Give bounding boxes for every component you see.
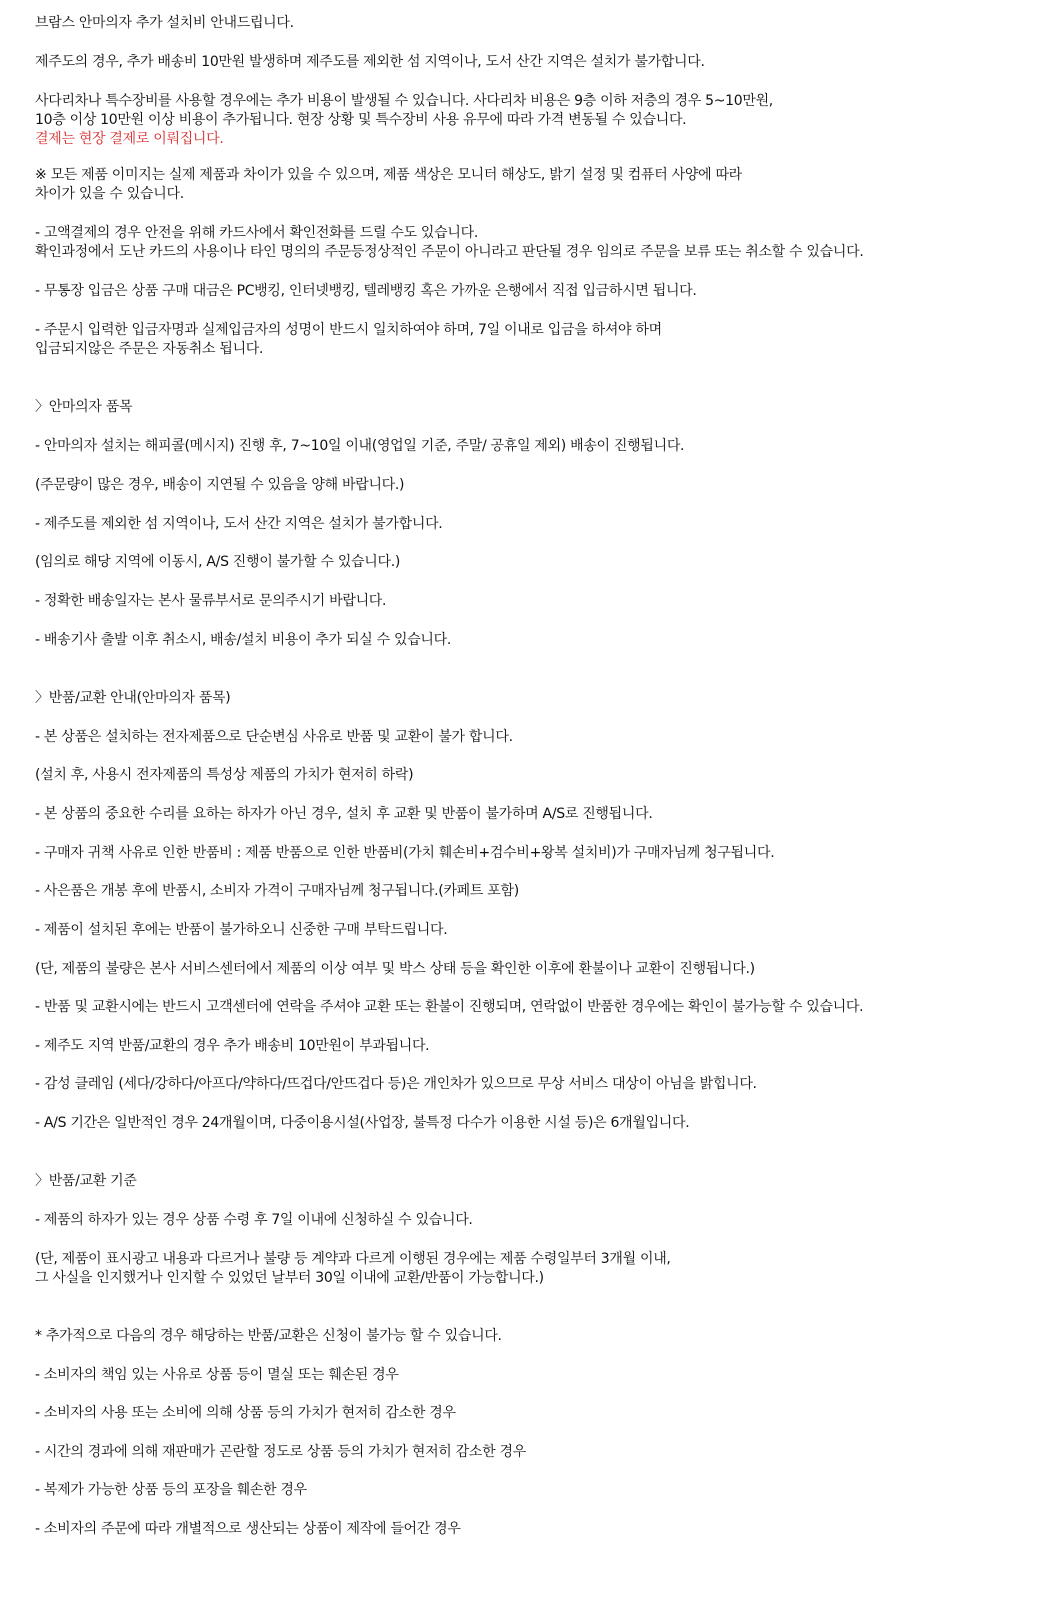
section-heading-items: 〉안마의자 품목 <box>35 399 133 415</box>
list-item: - 제주도를 제외한 섬 지역이나, 도서 산간 지역은 설치가 불가합니다. <box>35 516 443 532</box>
image-disclaimer-line-1: ※ 모든 제품 이미지는 실제 제품과 차이가 있을 수 있으며, 제품 색상은 모니터 해상도, 밝기 설정 및 컴퓨터 사양에 따라 <box>35 167 742 183</box>
high-payment-line-2: 확인과정에서 도난 카드의 사용이나 타인 명의의 주문등정상적인 주문이 아니라고 판단될 경우 임의로 주문을 보류 또는 취소할 수 있습니다. <box>35 244 864 260</box>
list-item: - 배송기사 출발 이후 취소시, 배송/설치 비용이 추가 되실 수 있습니다. <box>35 632 452 648</box>
section-heading-criteria: 〉반품/교환 기준 <box>35 1173 137 1189</box>
criteria-note-line-1: (단, 제품이 표시광고 내용과 다르거나 불량 등 계약과 다르게 이행된 경우에는 제품 수령일부터 3개월 이내, <box>35 1251 671 1267</box>
list-item: - 본 상품은 설치하는 전자제품으로 단순변심 사유로 반품 및 교환이 불가 합니다. <box>35 729 513 745</box>
list-item: (설치 후, 사용시 전자제품의 특성상 제품의 가치가 현저히 하락) <box>35 767 414 783</box>
list-item: - 복제가 가능한 상품 등의 포장을 훼손한 경우 <box>35 1482 307 1498</box>
list-item: - 소비자의 책임 있는 사유로 상품 등이 멸실 또는 훼손된 경우 <box>35 1367 399 1383</box>
list-item: - 제품이 설치된 후에는 반품이 불가하오니 신중한 구매 부탁드립니다. <box>35 922 448 938</box>
notice-title: 브람스 안마의자 추가 설치비 안내드립니다. <box>35 15 294 31</box>
image-disclaimer-line-2: 차이가 있을 수 있습니다. <box>35 186 184 202</box>
list-item: - 안마의자 설치는 해피콜(메시지) 진행 후, 7~10일 이내(영업일 기준, 주말/ 공휴일 제외) 배송이 진행됩니다. <box>35 438 685 454</box>
list-item: (주문량이 많은 경우, 배송이 지연될 수 있음을 양해 바랍니다.) <box>35 477 405 493</box>
list-item: - 반품 및 교환시에는 반드시 고객센터에 연락을 주셔야 교환 또는 환불이 진행되며, 연락없이 반품한 경우에는 확인이 불가능할 수 있습니다. <box>35 999 864 1015</box>
onsite-payment-note: 결제는 현장 결제로 이뤄집니다. <box>35 131 224 147</box>
ladder-cost-line-1: 사다리차나 특수장비를 사용할 경우에는 추가 비용이 발생될 수 있습니다. 사다리차 비용은 9층 이하 저층의 경우 5~10만원, <box>35 93 773 109</box>
list-item: - 시간의 경과에 의해 재판매가 곤란할 정도로 상품 등의 가치가 현저히 감소한 경우 <box>35 1444 526 1460</box>
list-item: (단, 제품의 불량은 본사 서비스센터에서 제품의 이상 여부 및 박스 상태 등을 확인한 이후에 환불이나 교환이 진행됩니다.) <box>35 961 755 977</box>
bank-deposit-note: - 무통장 입금은 상품 구매 대금은 PC뱅킹, 인터넷뱅킹, 텔레뱅킹 혹은 가까운 은행에서 직접 입금하시면 됩니다. <box>35 283 697 299</box>
exclusion-heading: * 추가적으로 다음의 경우 해당하는 반품/교환은 신청이 불가능 할 수 있습니다. <box>35 1328 502 1344</box>
list-item: - 사은품은 개봉 후에 반품시, 소비자 가격이 구매자님께 청구됩니다.(카페트 포함) <box>35 883 519 899</box>
list-item: - 구매자 귀책 사유로 인한 반품비 : 제품 반품으로 인한 반품비(가치 훼손비+검수비+왕복 설치비)가 구매자님께 청구됩니다. <box>35 845 775 861</box>
defect-claim-note: - 제품의 하자가 있는 경우 상품 수령 후 7일 이내에 신청하실 수 있습니다. <box>35 1212 473 1228</box>
criteria-note-line-2: 그 사실을 인지했거나 인지할 수 있었던 날부터 30일 이내에 교환/반품이 가능합니다.) <box>35 1270 544 1286</box>
high-payment-line-1: - 고액결제의 경우 안전을 위해 카드사에서 확인전화를 드릴 수도 있습니다. <box>35 225 478 241</box>
depositor-line-1: - 주문시 입력한 입금자명과 실제입금자의 성명이 반드시 일치하여야 하며, 7일 이내로 입금을 하셔야 하며 <box>35 322 662 338</box>
list-item: - 감성 클레임 (세다/강하다/아프다/약하다/뜨겁다/안뜨겁다 등)은 개인차가 있으므로 무상 서비스 대상이 아님을 밝힙니다. <box>35 1076 757 1092</box>
list-item: - A/S 기간은 일반적인 경우 24개월이며, 다중이용시설(사업장, 불특정 다수가 이용한 시설 등)은 6개월입니다. <box>35 1115 690 1131</box>
list-item: - 소비자의 주문에 따라 개별적으로 생산되는 상품이 제작에 들어간 경우 <box>35 1521 461 1537</box>
depositor-line-2: 입금되지않은 주문은 자동취소 됩니다. <box>35 341 264 357</box>
list-item: (임의로 해당 지역에 이동시, A/S 진행이 불가할 수 있습니다.) <box>35 554 401 570</box>
list-item: - 제주도 지역 반품/교환의 경우 추가 배송비 10만원이 부과됩니다. <box>35 1038 430 1054</box>
ladder-cost-line-2: 10층 이상 10만원 이상 비용이 추가됩니다. 현장 상황 및 특수장비 사용 유무에 따라 가격 변동될 수 있습니다. <box>35 112 687 128</box>
list-item: - 정확한 배송일자는 본사 물류부서로 문의주시기 바랍니다. <box>35 593 387 609</box>
section-heading-returns: 〉반품/교환 안내(안마의자 품목) <box>35 690 231 706</box>
list-item: - 소비자의 사용 또는 소비에 의해 상품 등의 가치가 현저히 감소한 경우 <box>35 1405 456 1421</box>
jeju-shipping-note: 제주도의 경우, 추가 배송비 10만원 발생하며 제주도를 제외한 섬 지역이나, 도서 산간 지역은 설치가 불가합니다. <box>35 54 705 70</box>
list-item: - 본 상품의 중요한 수리를 요하는 하자가 아닌 경우, 설치 후 교환 및 반품이 불가하며 A/S로 진행됩니다. <box>35 806 653 822</box>
